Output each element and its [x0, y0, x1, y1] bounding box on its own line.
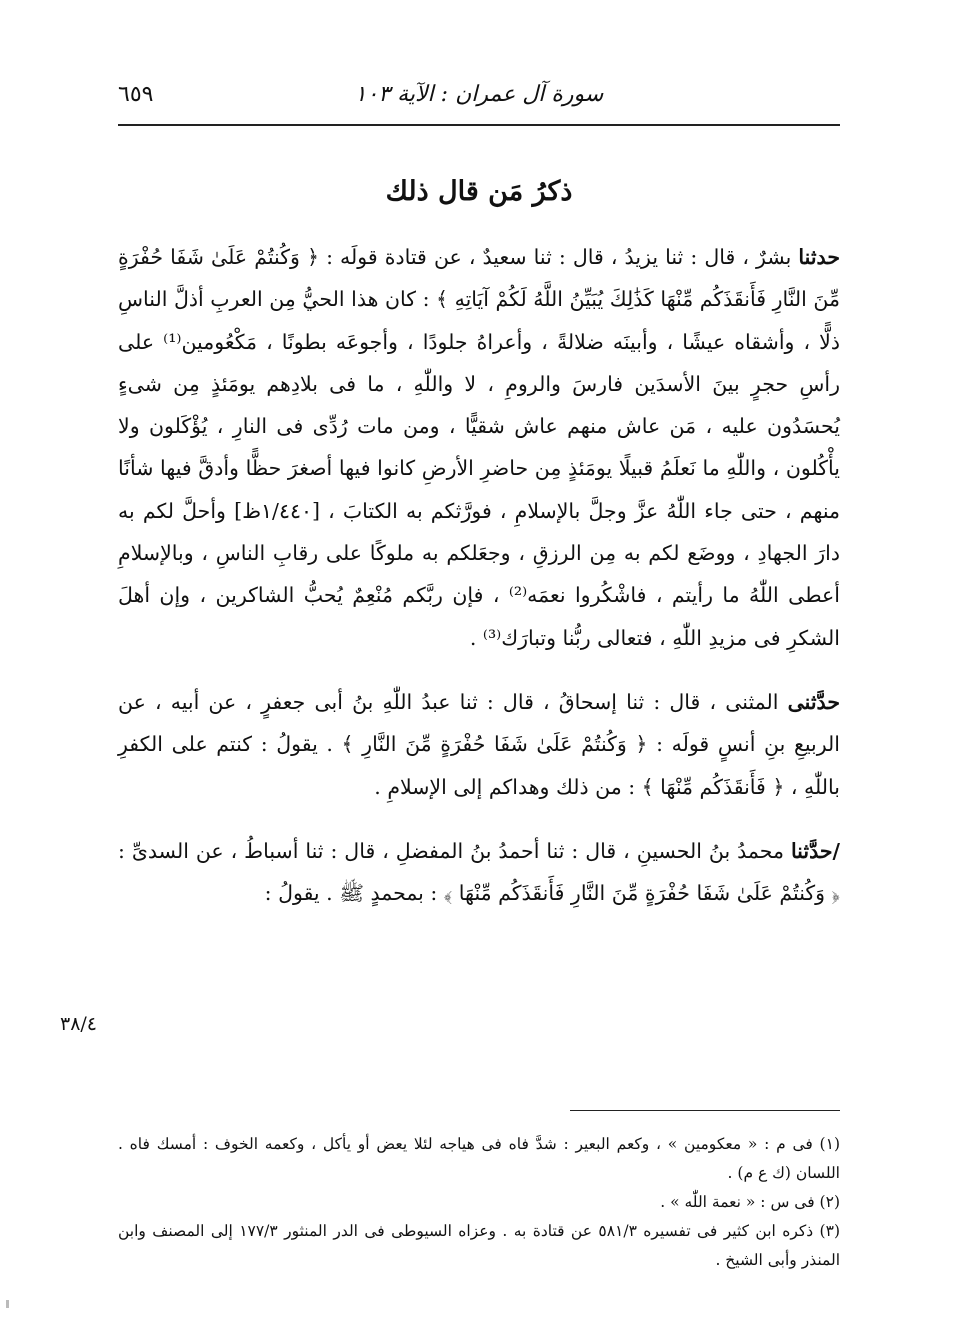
section-heading: ذكرُ مَن قال ذلك — [385, 176, 573, 207]
paragraph — [118, 830, 840, 915]
running-title: سورة آل عمران : الآية ١٠٣ — [354, 82, 604, 107]
footnote: (٣) ذكره ابن كثير فى تفسيره ٥٨١/٣ عن قتادة به . وعزاه السيوطى فى الدر المنثور ١٧٧/٣ إلى المصنف وابن المنذر وأبى الشيخ . — [118, 1222, 840, 1269]
footnote: (٢) فى س : « نعمة اللّٰه » . — [660, 1193, 840, 1211]
paragraph-text: بشرٌ ، قال : ثنا يزيدُ ، قال : ثنا سعيدٌ ، عن قتادة قولَه : ﴿ وَكُنتُمْ عَلَىٰ شَفَا حُفْرَةٍ مِّنَ النَّارِ فَأَنقَذَكُم مِّنْهَا كَذَٰلِكَ يُبَيِّنُ اللَّهُ لَكُمْ آيَاتِهِ ﴾ : كان هذا الحيُّ مِن العربِ أذلَّ الناسِ ذلًّا ، وأشقاه عيشًا ، وأبينَه ضلالةً ، وأعراهُ جلودًا ، وأجوعَه بطونًا ، مَكْعُومين⁽¹⁾ على رأسِ حجرٍ بينَ الأسدَين فارسَ والرومِ ، لا واللّٰهِ ، ما فى بلادِهم يومَئذٍ مِن شىءٍ يُحسَدُون عليه ، مَن عاش منهم عاش شقيًّا ، ومن مات رُدِّى فى النارِ ، يُؤْكَلون ولا يأْكُلون ، واللّٰهِ ما نَعلَمُ قبيلًا يومَئذٍ مِن حاضرِ الأرضِ كانوا فيها أصغرَ حظًّا وأدقَّ فيها شأنًا منهم ، حتى جاء اللّٰهُ عزَّ وجلَّ بالإسلامِ ، فورَّثكم به الكتابَ ، [١/٤٤٠ظ] وأحلَّ لكم به دارَ الجهادِ ، ووضَع لكم به مِن الرزقِ ، وجعَلكم به ملوكًا على رقابِ الناسِ ، وبالإسلامِ أعطى اللّٰهُ ما رأيتم ، فاشْكُروا نعمَه⁽²⁾ ، فإن ربَّكم مُنْعِمٌ يُحبُّ الشاكرين ، وإن أهلَ الشكرِ فى مزيدِ اللّٰهِ ، فتعالى ربُّنا وتبارَك⁽³⁾ . — [118, 245, 840, 650]
paragraph — [118, 236, 840, 659]
footnotes — [118, 1130, 840, 1275]
footnote-rule — [570, 1110, 840, 1111]
paragraph-lead: حدثنا — [798, 245, 840, 269]
paragraph-text: المثنى ، قال : ثنا إسحاقُ ، قال : ثنا عبدُ اللّٰهِ بنُ أبى جعفرٍ ، عن أبيه ، عن الربيعِ بنِ أنسٍ قولَه : ﴿ وَكُنتُمْ عَلَىٰ شَفَا حُفْرَةٍ مِّنَ النَّارِ ﴾ . يقولُ : كنتم على الكفرِ باللّٰهِ ، ﴿ فَأَنقَذَكُم مِّنْهَا ﴾ : من ذلك وهداكم إلى الإسلامِ . — [118, 689, 840, 799]
scan-edge-mark — [6, 1300, 9, 1308]
margin-reference: ٣٨/٤ — [60, 1013, 98, 1035]
paragraph-lead: /حدَّثنا — [790, 838, 840, 863]
paragraph-lead: حدَّثنى — [787, 689, 840, 714]
footnote: (١) فى م : « معكومين » ، وكعم البعير : شدَّ فاه فى هياجه لئلا يعض أو يأكل ، وكعمه الخوف : أمسك فاه . اللسان (ك ع م) . — [118, 1135, 840, 1182]
paragraph — [118, 681, 840, 808]
page-header — [118, 80, 840, 120]
page-number: ٦٥٩ — [118, 82, 154, 107]
main-text — [118, 236, 840, 914]
paragraph-text: محمدُ بنُ الحسينِ ، قال : ثنا أحمدُ بنُ المفضلِ ، قال : ثنا أسباطُ ، عن السدىِّ : ﴿ وَكُنتُمْ عَلَىٰ شَفَا حُفْرَةٍ مِّنَ النَّارِ فَأَنقَذَكُم مِّنْهَا ﴾ : بمحمدٍ ﷺ . يقولُ : — [118, 838, 840, 906]
header-rule — [118, 124, 840, 126]
